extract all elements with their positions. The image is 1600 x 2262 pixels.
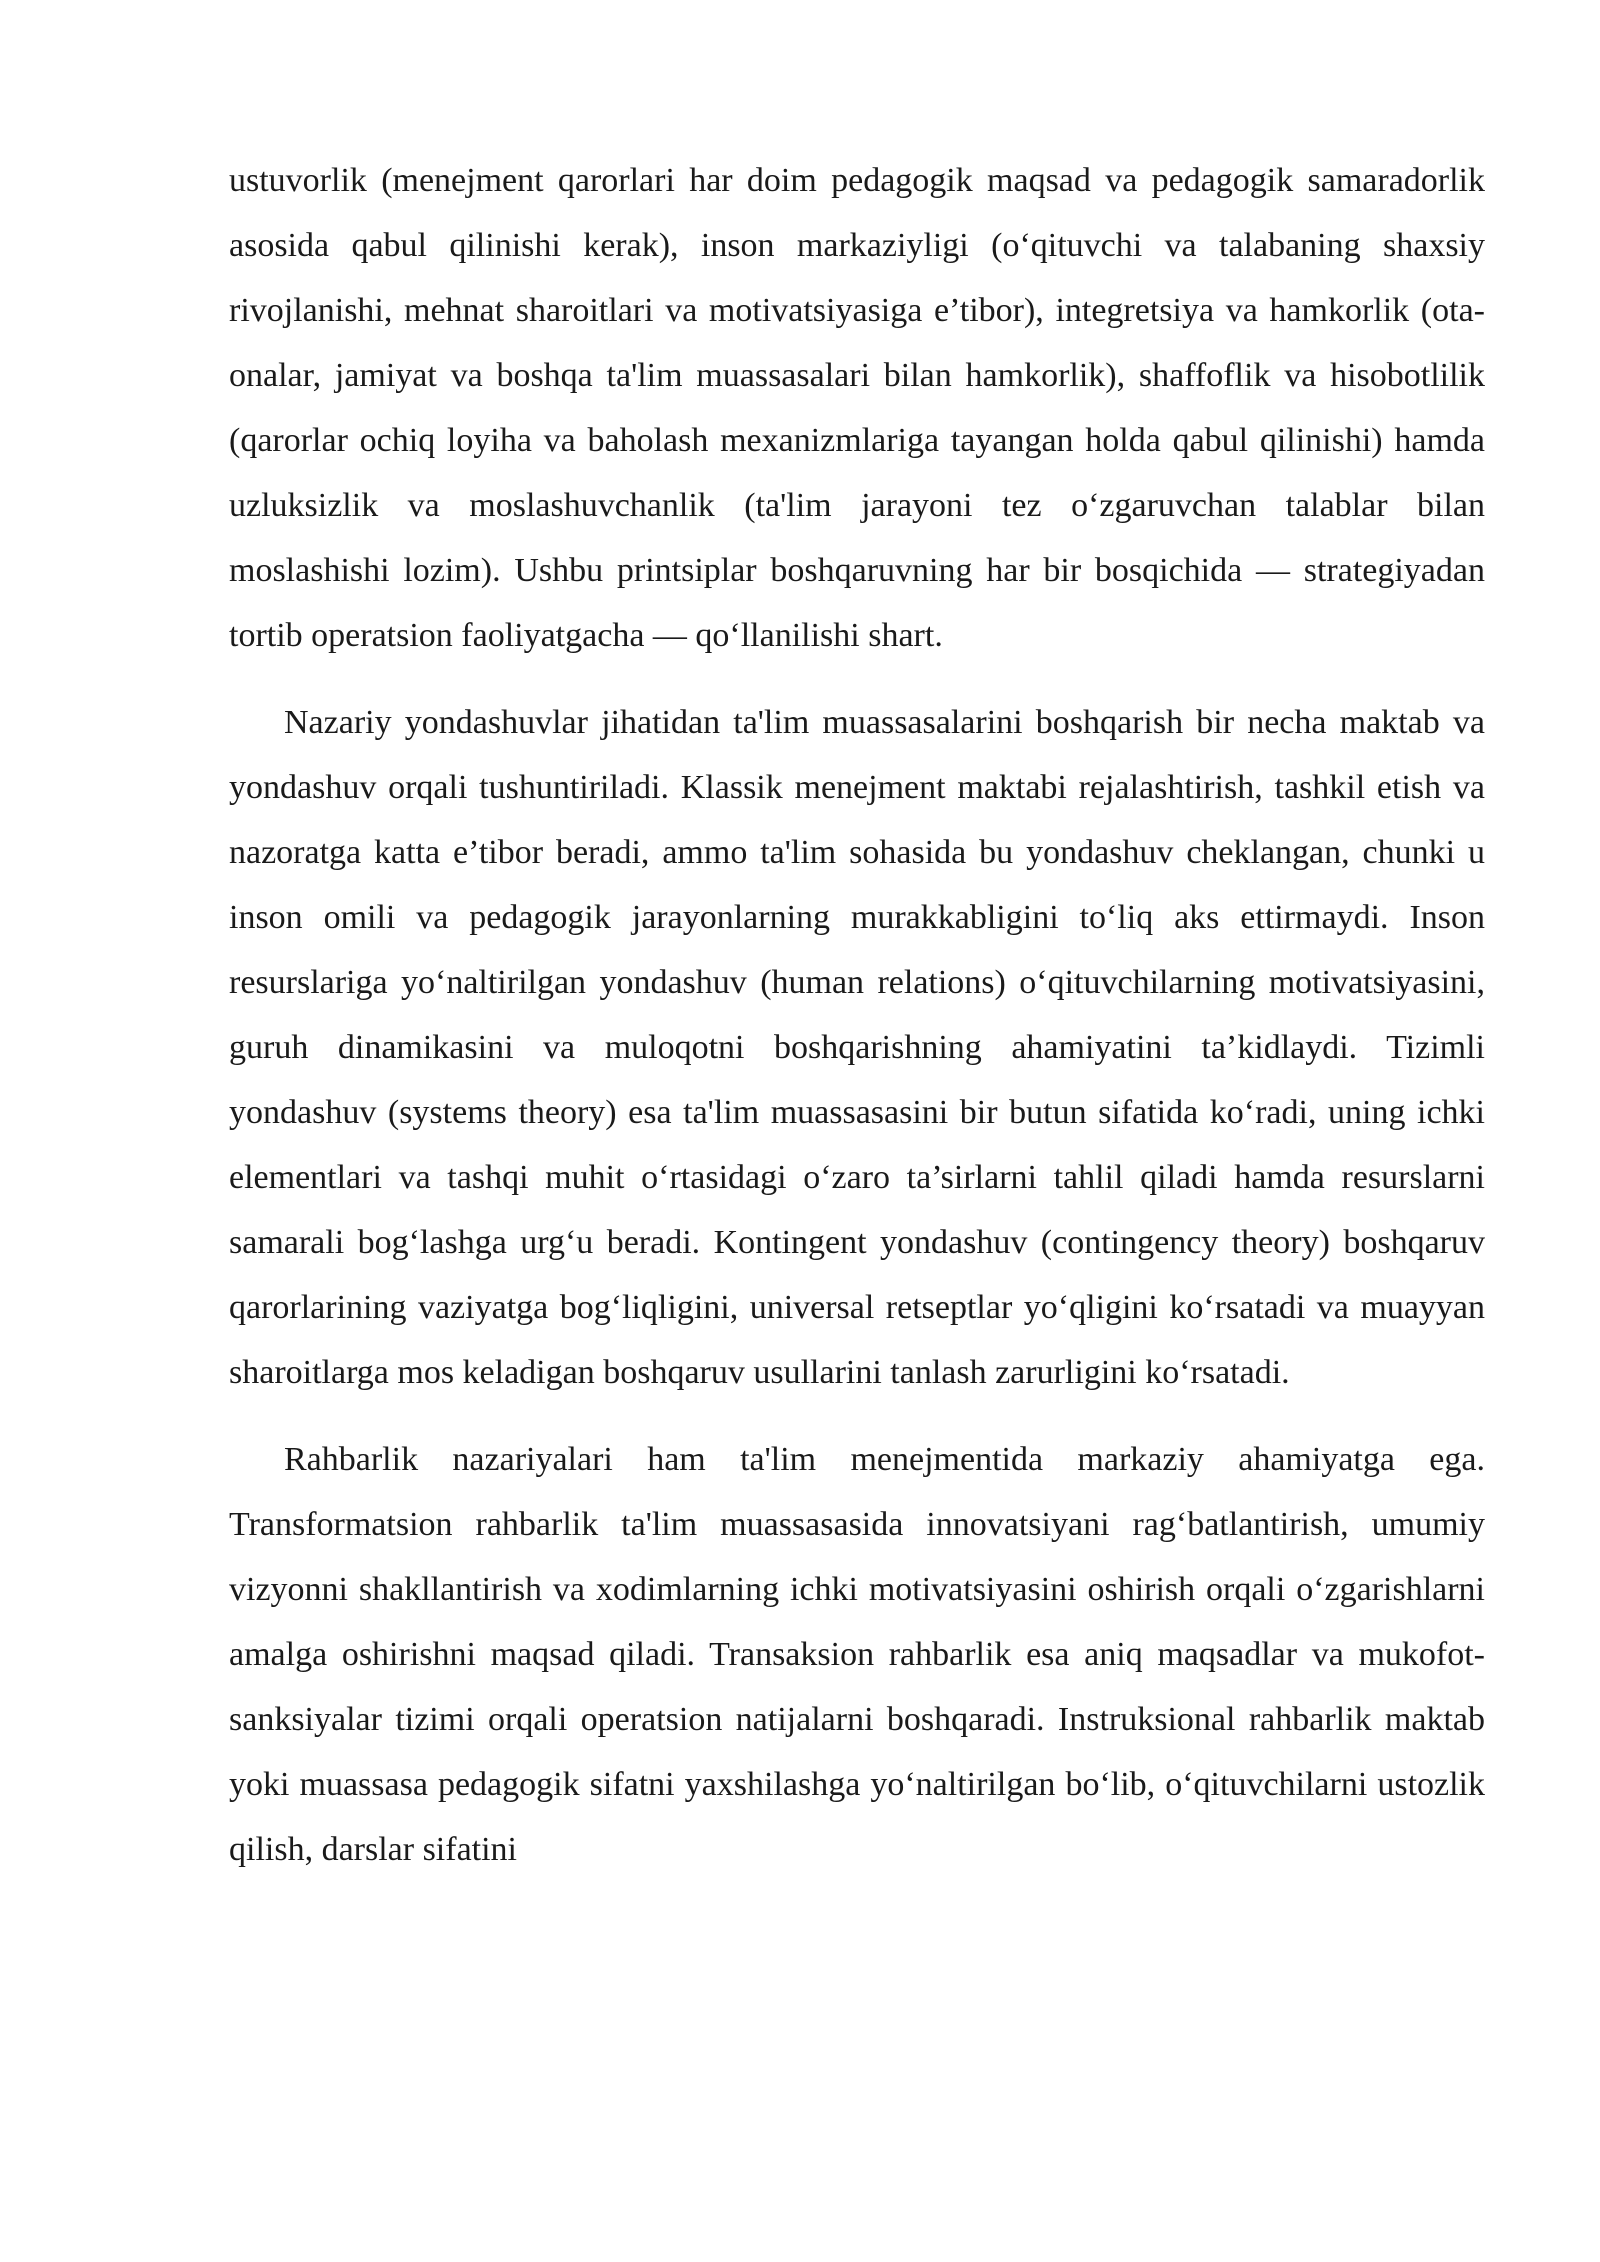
paragraph-principles: ustuvorlik (menejment qarorlari har doim pedagogik maqsad va pedagogik samaradorlik asosida qabul qilinishi kerak), inson markaziyligi (o‘qituvchi va talabaning shaxsiy rivojlanishi, mehnat sharoitlari va motivatsiyasiga e’tibor), integretsiya va hamkorlik (ota-onalar, jamiyat va boshqa ta'lim muassasalari bilan hamkorlik), shaffoflik va hisobotlilik (qarorlar ochiq loyiha va baholash mexanizmlariga tayangan holda qabul qilinishi) hamda uzluksizlik va moslashuvchanlik (ta'lim jarayoni tez o‘zgaruvchan talablar bilan moslashishi lozim). Ushbu printsiplar boshqaruvning har bir bosqichida — strategiyadan tortib operatsion faoliyatgacha — qo‘llanilishi shart. <box>229 162 1485 654</box>
paragraph-theoretical-approaches: Nazariy yondashuvlar jihatidan ta'lim muassasalarini boshqarish bir necha maktab va yondashuv orqali tushuntiriladi. Klassik menejment maktabi rejalashtirish, tashkil etish va nazoratga katta e’tibor beradi, ammo ta'lim sohasida bu yondashuv cheklangan, chunki u inson omili va pedagogik jarayonlarning murakkabligini to‘liq aks ettirmaydi. Inson resurslariga yo‘naltirilgan yondashuv (human relations) o‘qituvchilarning motivatsiyasini, guruh dinamikasini va muloqotni boshqarishning ahamiyatini ta’kidlaydi. Tizimli yondashuv (systems theory) esa ta'lim muassasasini bir butun sifatida ko‘radi, uning ichki elementlari va tashqi muhit o‘rtasidagi o‘zaro ta’sirlarni tahlil qiladi hamda resurslarni samarali bog‘lashga urg‘u beradi. Kontingent yondashuv (contingency theory) boshqaruv qarorlarining vaziyatga bog‘liqligini, universal retseptlar yo‘qligini ko‘rsatadi va muayyan sharoitlarga mos keladigan boshqaruv usullarini tanlash zarurligini ko‘rsatadi. <box>229 704 1485 1391</box>
paragraph-leadership-theories: Rahbarlik nazariyalari ham ta'lim menejmentida markaziy ahamiyatga ega. Transformatsion rahbarlik ta'lim muassasasida innovatsiyani rag‘batlantirish, umumiy vizyonni shakllantirish va xodimlarning ichki motivatsiyasini oshirish orqali o‘zgarishlarni amalga oshirishni maqsad qiladi. Transaksion rahbarlik esa aniq maqsadlar va mukofot-sanksiyalar tizimi orqali operatsion natijalarni boshqaradi. Instruksional rahbarlik maktab yoki muassasa pedagogik sifatni yaxshilashga yo‘naltirilgan bo‘lib, o‘qituvchilarni ustozlik qilish, darslar sifatini <box>229 1441 1485 1868</box>
document-page <box>229 148 1485 1904</box>
